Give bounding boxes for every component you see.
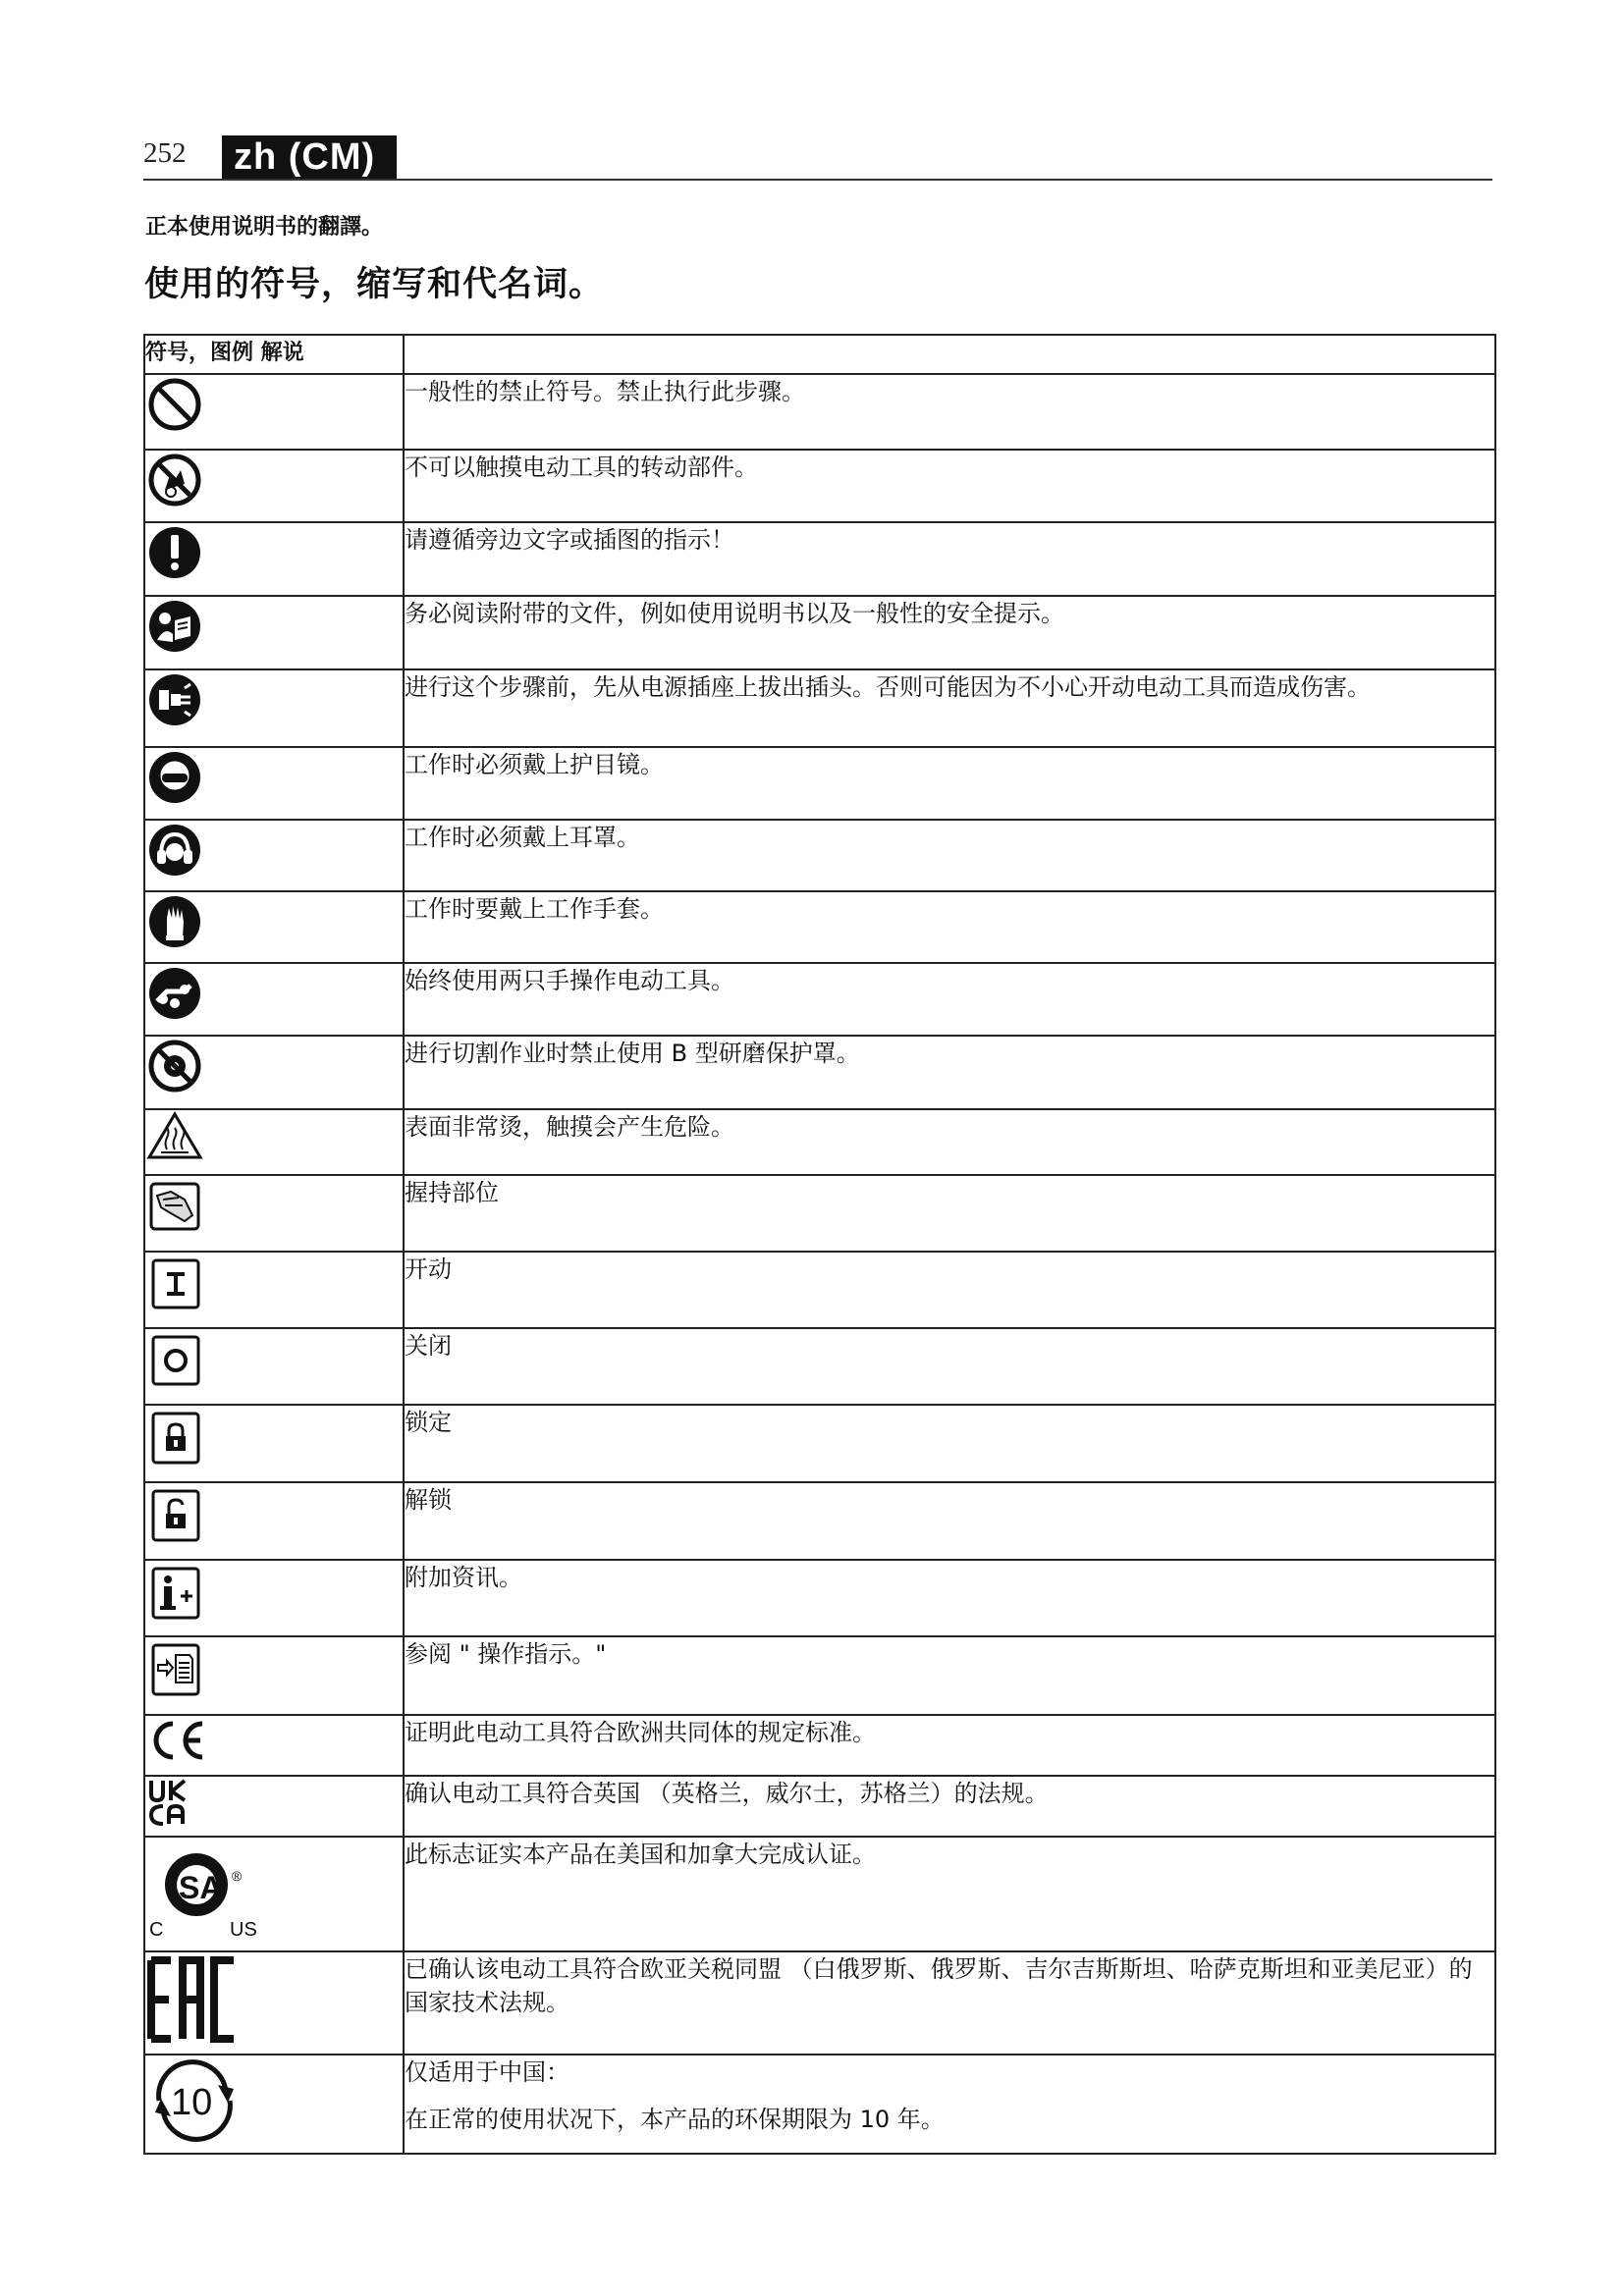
switch-off-icon	[145, 1329, 204, 1388]
row-description: 工作时必须戴上耳罩。	[404, 820, 1495, 891]
row-description: 请遵循旁边文字或插图的指示！	[404, 522, 1495, 596]
table-row	[144, 1036, 1495, 1109]
table-row	[144, 1109, 1495, 1175]
table-row	[144, 1951, 1495, 2055]
language-tab: zh (CM)	[222, 135, 397, 179]
row-description: 参阅 " 操作指示。"	[404, 1636, 1495, 1715]
row-description: 进行切割作业时禁止使用 B 型研磨保护罩。	[404, 1036, 1495, 1109]
table-row	[144, 374, 1495, 450]
table-header-empty-cell	[404, 335, 1495, 374]
page-number: 252	[143, 137, 187, 169]
row-description: 表面非常烫，触摸会产生危险。	[404, 1109, 1495, 1175]
exclamation-icon	[145, 523, 204, 582]
csa-mark-icon	[145, 1838, 263, 1944]
row-description: 始终使用两只手操作电动工具。	[404, 963, 1495, 1036]
table-header-cell: 符号，图例 解说	[144, 335, 404, 374]
table-row	[144, 669, 1495, 747]
table-row	[144, 2055, 1495, 2154]
table-row	[144, 1175, 1495, 1252]
two-hands-icon	[145, 964, 204, 1023]
see-instructions-icon	[145, 1637, 204, 1698]
table-row	[144, 1560, 1495, 1636]
unplug-icon	[145, 670, 204, 729]
table-row	[144, 522, 1495, 596]
eac-mark-icon	[145, 1952, 244, 2047]
table-row	[144, 1252, 1495, 1328]
row-description: 一般性的禁止符号。禁止执行此步骤。	[404, 374, 1495, 450]
ce-mark-icon	[145, 1716, 208, 1765]
table-row	[144, 820, 1495, 891]
csa-registered: ®	[232, 1868, 243, 1884]
row-description: 工作时必须戴上护目镜。	[404, 747, 1495, 820]
table-row	[144, 450, 1495, 522]
csa-c-label: C	[149, 1919, 164, 1941]
row-description: 务必阅读附带的文件，例如使用说明书以及一般性的安全提示。	[404, 596, 1495, 669]
row-description: 握持部位	[404, 1175, 1495, 1252]
lock-icon	[145, 1406, 204, 1467]
hot-surface-icon	[145, 1110, 204, 1161]
row-description: 锁定	[404, 1405, 1495, 1482]
table-row	[144, 1405, 1495, 1482]
info-plus-icon	[145, 1561, 204, 1622]
table-row	[144, 1328, 1495, 1405]
table-row	[144, 1776, 1495, 1837]
table-row	[144, 596, 1495, 669]
row-description: 已确认该电动工具符合欧亚关税同盟 （白俄罗斯、俄罗斯、吉尔吉斯斯坦、哈萨克斯坦和亚美尼亚）的国家技术法规。	[404, 1951, 1495, 2055]
row-description: 工作时要戴上工作手套。	[404, 891, 1495, 963]
table-row	[144, 1482, 1495, 1560]
row-description: 此标志证实本产品在美国和加拿大完成认证。	[404, 1837, 1495, 1951]
epup-number: 10	[171, 2082, 213, 2123]
csa-us-label: US	[230, 1919, 257, 1941]
prohibition-icon	[145, 375, 204, 434]
no-touch-rotating-parts-icon	[145, 451, 204, 509]
row-description-detail: 在正常的使用状况下，本产品的环保期限为 10 年。	[405, 2106, 945, 2133]
row-description: 开动	[404, 1252, 1495, 1328]
epup-10-icon	[145, 2056, 244, 2146]
table-header-row	[144, 335, 1495, 374]
read-manual-icon	[145, 597, 204, 656]
table-row	[144, 747, 1495, 820]
switch-on-icon	[145, 1253, 204, 1311]
eye-protection-icon	[145, 748, 204, 807]
row-description: 证明此电动工具符合欧洲共同体的规定标准。	[404, 1715, 1495, 1776]
row-description: 仅适用于中国：	[405, 2058, 569, 2086]
unlock-icon	[145, 1483, 204, 1544]
gloves-icon	[145, 892, 204, 951]
table-row	[144, 1636, 1495, 1715]
row-description: 关闭	[404, 1328, 1495, 1405]
row-description: 附加资讯。	[404, 1560, 1495, 1636]
csa-mark-letters: SA	[179, 1870, 223, 1905]
header-rule	[143, 179, 1492, 181]
no-type-b-guard-icon	[145, 1037, 204, 1095]
table-row	[144, 1837, 1495, 1951]
row-description: 解锁	[404, 1482, 1495, 1560]
grip-area-icon	[145, 1176, 204, 1235]
row-description: 确认电动工具符合英国 （英格兰，威尔士，苏格兰）的法规。	[404, 1776, 1495, 1837]
ear-protection-icon	[145, 821, 204, 880]
table-row	[144, 1715, 1495, 1776]
ukca-mark-icon	[145, 1777, 196, 1828]
intro-line: 正本使用说明书的翻譯。	[145, 215, 384, 240]
table-row	[144, 963, 1495, 1036]
row-description: 不可以触摸电动工具的转动部件。	[404, 450, 1495, 522]
table-row	[144, 891, 1495, 963]
symbols-table	[143, 334, 1496, 2155]
section-title: 使用的符号，缩写和代名词。	[144, 265, 605, 304]
row-description: 进行这个步骤前，先从电源插座上拔出插头。否则可能因为不小心开动电动工具而造成伤害。	[404, 669, 1495, 747]
